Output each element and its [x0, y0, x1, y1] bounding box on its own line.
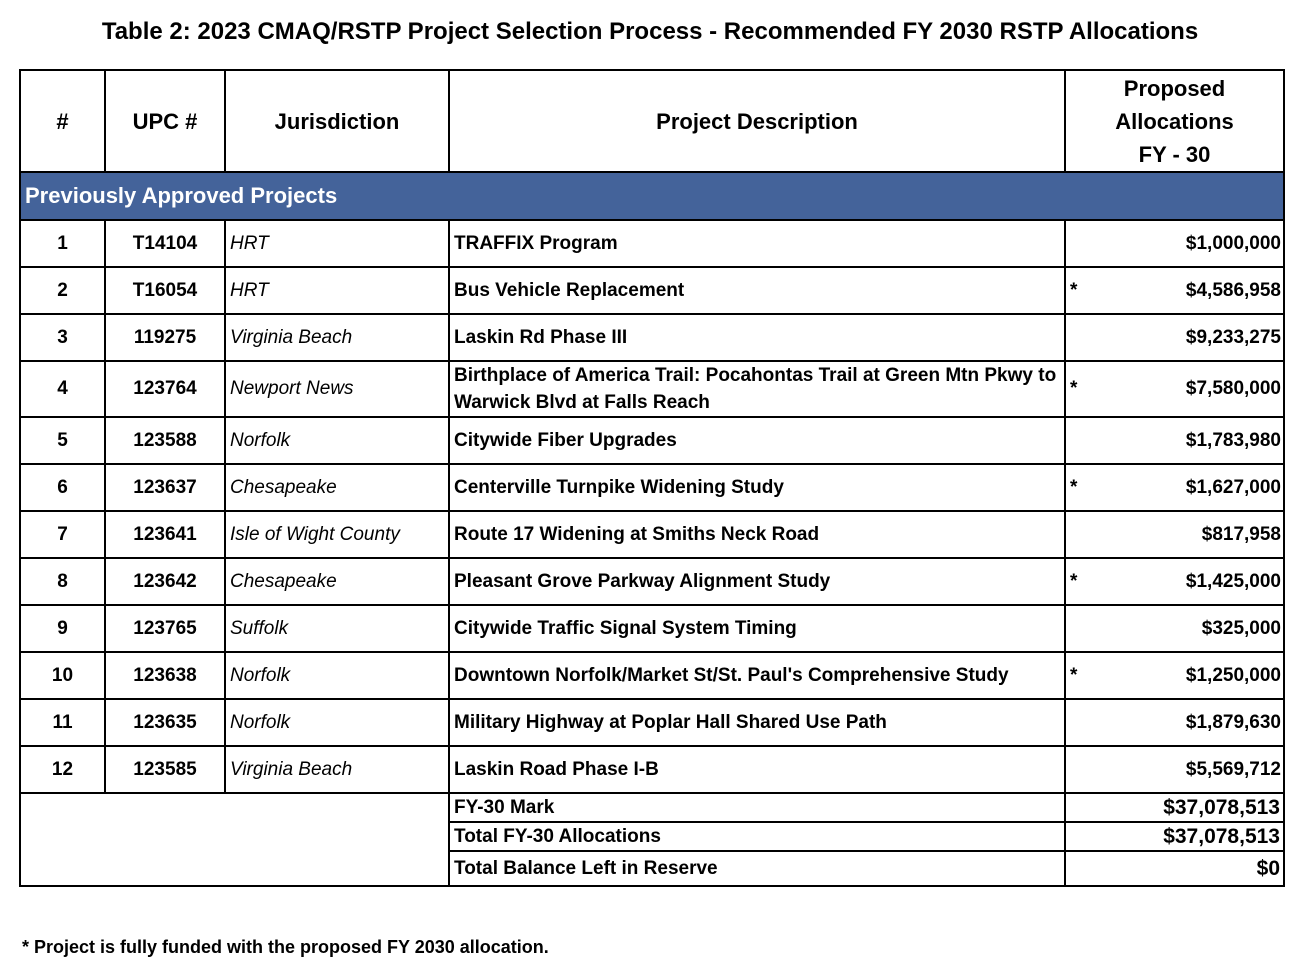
row-number: 10	[20, 652, 105, 699]
page-title: Table 2: 2023 CMAQ/RSTP Project Selection Process - Recommended FY 2030 RSTP Allocations	[101, 18, 1199, 45]
row-upc: T14104	[105, 220, 225, 267]
row-amount: $325,000	[1201, 617, 1281, 639]
section-row	[20, 172, 1284, 220]
row-number: 1	[20, 220, 105, 267]
row-description: Centerville Turnpike Widening Study	[449, 464, 1065, 511]
row-upc: 123764	[105, 361, 225, 417]
table-row	[20, 464, 1284, 511]
row-upc: 123637	[105, 464, 225, 511]
row-upc: 123635	[105, 699, 225, 746]
row-allocation	[1065, 464, 1284, 511]
row-jurisdiction: Virginia Beach	[225, 746, 449, 793]
row-number: 12	[20, 746, 105, 793]
row-amount: $7,580,000	[1185, 378, 1281, 399]
row-description: TRAFFIX Program	[449, 220, 1065, 267]
row-jurisdiction: Isle of Wight County	[225, 511, 449, 558]
header-alloc-line3: FY - 30	[1138, 141, 1211, 167]
summary-blank-cell	[20, 793, 449, 886]
table-row	[20, 267, 1284, 314]
row-jurisdiction: HRT	[225, 220, 449, 267]
row-jurisdiction: HRT	[225, 267, 449, 314]
header-num: #	[20, 70, 105, 172]
row-upc: T16054	[105, 267, 225, 314]
row-number: 8	[20, 558, 105, 605]
footnote: * Project is fully funded with the proposed FY 2030 allocation.	[22, 937, 549, 957]
row-jurisdiction: Virginia Beach	[225, 314, 449, 361]
row-amount: $5,569,712	[1185, 758, 1281, 780]
table-row	[20, 652, 1284, 699]
row-number: 6	[20, 464, 105, 511]
row-upc: 123642	[105, 558, 225, 605]
row-allocation	[1065, 558, 1284, 605]
table-row	[20, 746, 1284, 793]
row-jurisdiction: Chesapeake	[225, 558, 449, 605]
table-row	[20, 699, 1284, 746]
row-upc: 123765	[105, 605, 225, 652]
table-row	[20, 220, 1284, 267]
allocations-table	[19, 69, 1285, 887]
row-description: Laskin Road Phase I-B	[449, 746, 1065, 793]
summary-value: $37,078,513	[1065, 822, 1284, 851]
row-allocation	[1065, 267, 1284, 314]
summary-value: $0	[1065, 851, 1284, 886]
row-allocation	[1065, 314, 1284, 361]
table-row	[20, 558, 1284, 605]
row-allocation	[1065, 511, 1284, 558]
row-allocation	[1065, 746, 1284, 793]
row-amount: $1,783,980	[1185, 429, 1281, 451]
row-upc: 119275	[105, 314, 225, 361]
row-upc: 123638	[105, 652, 225, 699]
funded-star: *	[1070, 570, 1078, 592]
row-amount: $1,425,000	[1185, 570, 1281, 592]
row-number: 2	[20, 267, 105, 314]
row-amount: $817,958	[1201, 523, 1281, 545]
table-row	[20, 605, 1284, 652]
row-description: Military Highway at Poplar Hall Shared Use Path	[449, 699, 1065, 746]
funded-star: *	[1070, 279, 1078, 301]
summary-value: $37,078,513	[1065, 793, 1284, 822]
row-amount: $1,879,630	[1185, 711, 1281, 733]
row-allocation	[1065, 417, 1284, 464]
row-description: Birthplace of America Trail: Pocahontas Trail at Green Mtn Pkwy to Warwick Blvd at Falls Reach	[449, 361, 1065, 417]
row-number: 11	[20, 699, 105, 746]
row-description: Citywide Traffic Signal System Timing	[449, 605, 1065, 652]
row-number: 5	[20, 417, 105, 464]
row-allocation	[1065, 652, 1284, 699]
funded-star: *	[1070, 476, 1078, 498]
table-header-row	[20, 70, 1284, 172]
header-alloc-line2: Allocations	[1115, 108, 1234, 134]
row-description: Downtown Norfolk/Market St/St. Paul's Comprehensive Study	[449, 652, 1065, 699]
row-jurisdiction: Norfolk	[225, 699, 449, 746]
header-upc: UPC #	[105, 70, 225, 172]
row-description: Pleasant Grove Parkway Alignment Study	[449, 558, 1065, 605]
row-amount: $4,586,958	[1185, 279, 1281, 301]
row-amount: $9,233,275	[1185, 326, 1281, 348]
row-number: 7	[20, 511, 105, 558]
summary-row	[20, 793, 1284, 822]
row-upc: 123641	[105, 511, 225, 558]
row-number: 9	[20, 605, 105, 652]
row-jurisdiction: Newport News	[225, 361, 449, 417]
row-upc: 123585	[105, 746, 225, 793]
row-description: Route 17 Widening at Smiths Neck Road	[449, 511, 1065, 558]
row-description: Citywide Fiber Upgrades	[449, 417, 1065, 464]
header-description: Project Description	[449, 70, 1065, 172]
funded-star: *	[1070, 378, 1078, 399]
funded-star: *	[1070, 664, 1078, 686]
row-upc: 123588	[105, 417, 225, 464]
summary-label: Total FY-30 Allocations	[449, 822, 1065, 851]
header-jurisdiction: Jurisdiction	[225, 70, 449, 172]
row-allocation	[1065, 699, 1284, 746]
row-allocation	[1065, 605, 1284, 652]
row-amount: $1,000,000	[1185, 232, 1281, 254]
table-row	[20, 511, 1284, 558]
section-label: Previously Approved Projects	[20, 172, 1284, 220]
row-jurisdiction: Suffolk	[225, 605, 449, 652]
row-amount: $1,627,000	[1185, 476, 1281, 498]
header-allocations	[1065, 70, 1284, 172]
row-number: 4	[20, 361, 105, 417]
row-allocation	[1065, 361, 1284, 417]
row-jurisdiction: Chesapeake	[225, 464, 449, 511]
row-description: Bus Vehicle Replacement	[449, 267, 1065, 314]
row-allocation	[1065, 220, 1284, 267]
row-description: Laskin Rd Phase III	[449, 314, 1065, 361]
row-jurisdiction: Norfolk	[225, 417, 449, 464]
summary-label: FY-30 Mark	[449, 793, 1065, 822]
row-number: 3	[20, 314, 105, 361]
table-row	[20, 361, 1284, 417]
summary-label: Total Balance Left in Reserve	[449, 851, 1065, 886]
table-row	[20, 314, 1284, 361]
table-row	[20, 417, 1284, 464]
header-alloc-line1: Proposed	[1123, 75, 1226, 101]
row-amount: $1,250,000	[1185, 664, 1281, 686]
row-jurisdiction: Norfolk	[225, 652, 449, 699]
